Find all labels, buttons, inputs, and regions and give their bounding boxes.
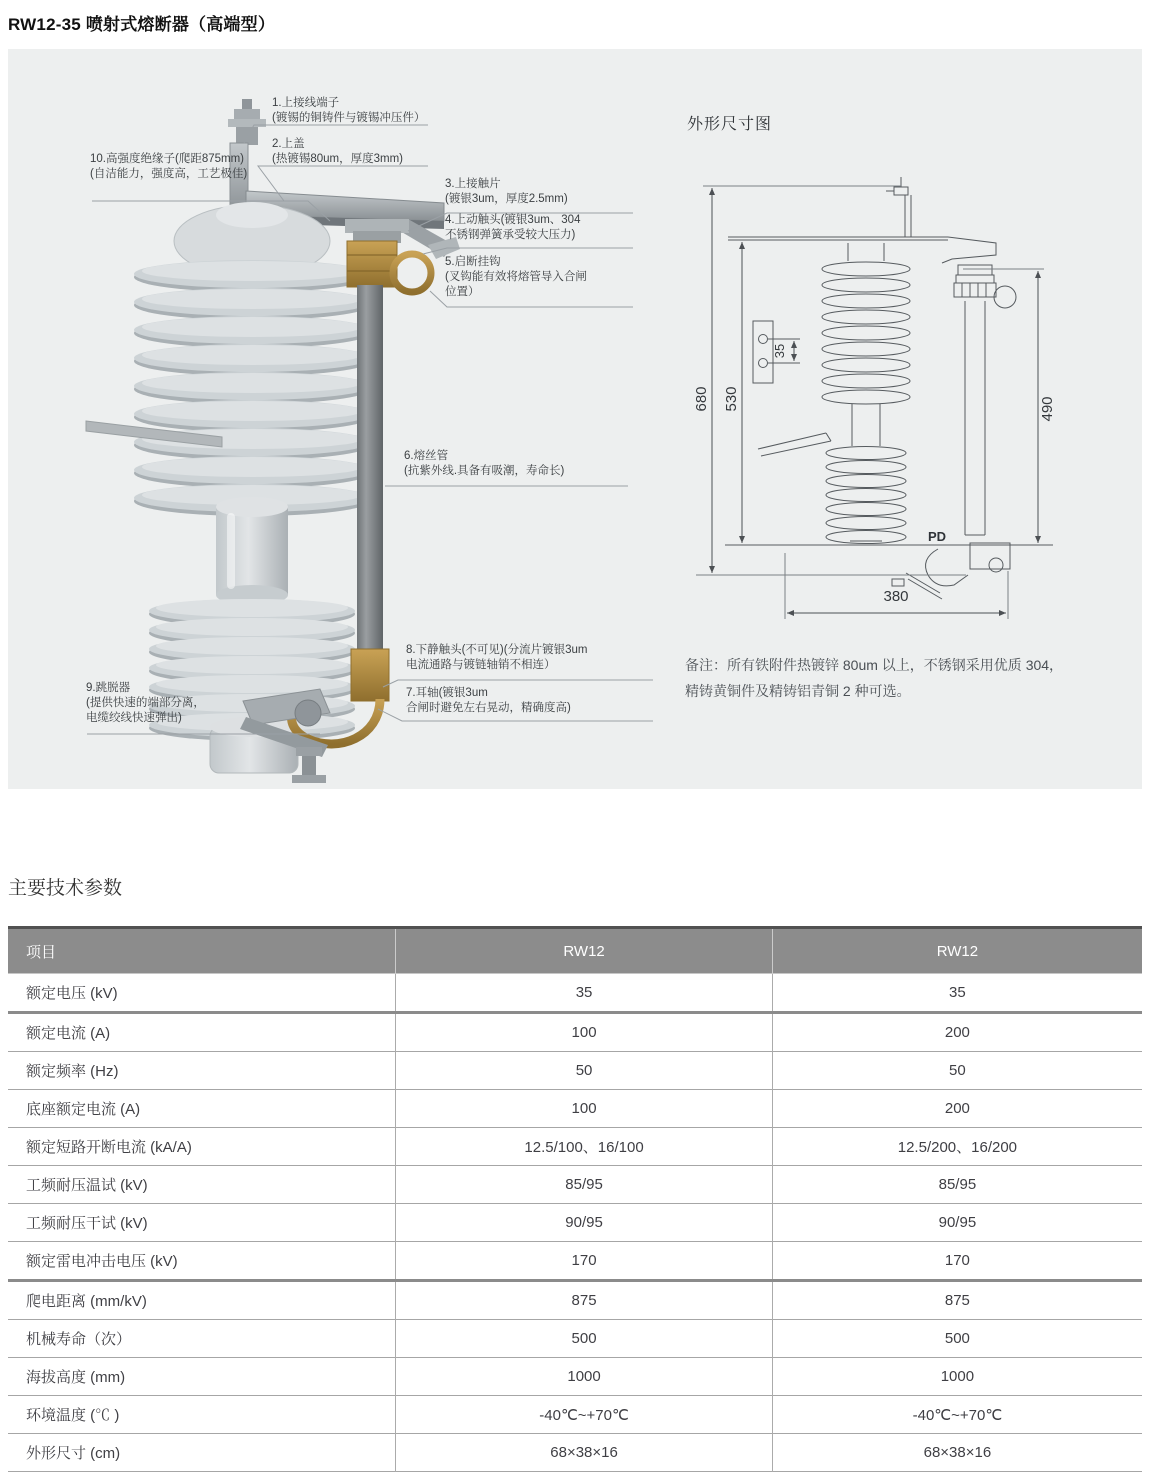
header-item: 项目 bbox=[8, 928, 396, 974]
callout-breaking-hook: 5.启断挂钩 (叉钩能有效将熔管导入合闸 位置） bbox=[445, 256, 587, 299]
callout-trip-device: 9.跳脱器 (提供快速的端部分离， 电缆绞线快速弹出) bbox=[86, 682, 205, 725]
pd-label: PD bbox=[928, 529, 947, 544]
dim-tube-height: 490 bbox=[1039, 396, 1056, 422]
specs-table bbox=[8, 926, 1142, 1472]
specs-header-row bbox=[8, 928, 1142, 974]
callout-trunnion: 7.耳轴(镀银3um 合闸时避免左右晃动，精确度高) bbox=[406, 687, 571, 715]
spec-row: 工频耐压温试 (kV) 85/95 85/95 bbox=[8, 1166, 1142, 1204]
callout-lower-static-contact: 8.下静触头(不可见)(分流片镀银3um 电流通路与镀链轴销不相连） bbox=[406, 644, 588, 672]
dim-base-width: 380 bbox=[883, 588, 909, 605]
note-text: 备注：所有铁附件热镀锌 80um 以上，不锈钢采用优质 304， 精铸黄铜件及精铸铝青铜 2 种可选。 bbox=[685, 657, 1064, 699]
dim-insulator-height: 530 bbox=[723, 386, 740, 412]
spec-row: 机械寿命（次） 500 500 bbox=[8, 1320, 1142, 1358]
callout-upper-contact-strip: 3.上接触片 (镀银3um，厚度2.5mm) bbox=[445, 178, 568, 206]
dim-overall-height: 680 bbox=[693, 386, 710, 412]
spec-row: 额定短路开断电流 (kA/A) 12.5/100、16/100 12.5/200、16/200 bbox=[8, 1128, 1142, 1166]
dimension-diagram-title: 外形尺寸图 bbox=[687, 116, 773, 133]
spec-row: 海拔高度 (mm) 1000 1000 bbox=[8, 1358, 1142, 1396]
figure-panel bbox=[8, 49, 1142, 789]
dimension-lines bbox=[712, 188, 1038, 613]
callout-terminal: 1.上接线端子 (镀锡的铜铸件与镀锡冲压件） bbox=[272, 97, 426, 125]
callout-upper-moving-contact: 4.上动触头(镀银3um、304 不锈钢弹簧承受较大压力) bbox=[445, 214, 581, 242]
header-model-2: RW12 bbox=[772, 928, 1142, 974]
spec-row: 额定雷电冲击电压 (kV) 170 170 bbox=[8, 1242, 1142, 1281]
callout-fuse-tube: 6.熔丝管 (抗紫外线.具备有吸潮，寿命长) bbox=[404, 450, 565, 478]
spec-row: 额定频率 (Hz) 50 50 bbox=[8, 1052, 1142, 1090]
dim-hole-spacing: 35 bbox=[772, 343, 787, 359]
spec-row: 外形尺寸 (cm) 68×38×16 68×38×16 bbox=[8, 1434, 1142, 1472]
spec-row: 工频耐压干试 (kV) 90/95 90/95 bbox=[8, 1204, 1142, 1242]
callout-top-cover: 2.上盖 (热镀锡80um，厚度3mm) bbox=[272, 138, 403, 166]
spec-row: 底座额定电流 (A) 100 200 bbox=[8, 1090, 1142, 1128]
callout-insulator: 10.高强度绝缘子(爬距875mm) (自洁能力，强度高，工艺极佳) bbox=[90, 153, 248, 181]
spec-row: 爬电距离 (mm/kV) 875 875 bbox=[8, 1281, 1142, 1320]
header-model-1: RW12 bbox=[396, 928, 772, 974]
page-title: RW12-35 喷射式熔断器（高端型） bbox=[8, 15, 276, 34]
spec-row: 额定电流 (A) 100 200 bbox=[8, 1013, 1142, 1052]
spec-row: 额定电压 (kV) 35 35 bbox=[8, 974, 1142, 1013]
dimension-drawing bbox=[696, 177, 1053, 619]
spec-row: 环境温度 (℃ ) -40℃~+70℃ -40℃~+70℃ bbox=[8, 1396, 1142, 1434]
section-title-specs: 主要技术参数 bbox=[8, 878, 123, 899]
